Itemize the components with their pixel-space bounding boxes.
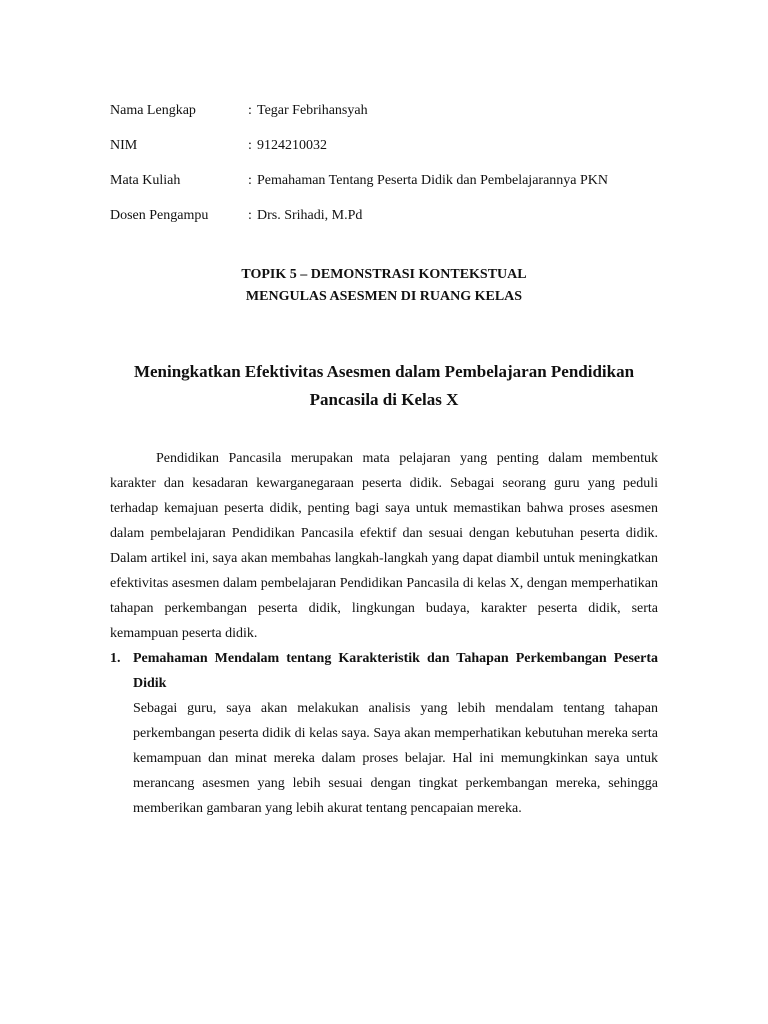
section-list	[110, 646, 658, 821]
topic-line-2: MENGULAS ASESMEN DI RUANG KELAS	[245, 289, 523, 304]
info-separator: :	[248, 138, 252, 153]
student-info	[110, 101, 670, 241]
topic-line-1: TOPIK 5 – DEMONSTRASI KONTEKSTUAL	[241, 267, 527, 282]
info-row-name	[110, 101, 670, 136]
section-text: Sebagai guru, saya akan melakukan analisis yang lebih mendalam tentang tahapan perkembangan peserta didik di kelas saya. Saya akan memperhatikan kebutuhan mereka serta kemampuan dan minat mereka dalam proses belajar. Hal ini memungkinkan saya untuk merancang asesmen yang lebih sesuai dengan tingkat perkembangan mereka, sehingga memberikan gambaran yang lebih akurat tentang pencapaian mereka.	[133, 701, 658, 816]
article-body	[110, 446, 658, 821]
info-separator: :	[248, 173, 252, 188]
info-row-course	[110, 171, 670, 206]
info-row-nim	[110, 136, 670, 171]
info-label: NIM	[110, 138, 138, 153]
intro-paragraph: Pendidikan Pancasila merupakan mata pelajaran yang penting dalam membentuk karakter dan kesadaran kewarganegaraan peserta didik. Sebagai seorang guru yang peduli terhadap kemajuan peserta didik, penting bagi saya untuk memastikan bahwa proses asesmen dalam pembelajaran Pendidikan Pancasila efektif dan sesuai dengan kebutuhan peserta didik. Dalam artikel ini, saya akan membahas langkah-langkah yang dapat diambil untuk meningkatkan efektivitas asesmen dalam pembelajaran Pendidikan Pancasila di kelas X, dengan memperhatikan tahapan perkembangan peserta didik, lingkungan budaya, karakter peserta didik, serta kemampuan peserta didik.	[110, 451, 658, 641]
info-row-lecturer	[110, 206, 670, 241]
info-value: 9124210032	[257, 138, 327, 153]
list-item-content	[133, 646, 658, 821]
list-item-number: 1.	[110, 651, 121, 666]
info-label: Nama Lengkap	[110, 103, 196, 118]
info-label: Mata Kuliah	[110, 173, 181, 188]
article-title: Meningkatkan Efektivitas Asesmen dalam Pembelajaran Pendidikan Pancasila di Kelas X	[133, 362, 635, 409]
info-separator: :	[248, 103, 252, 118]
info-value: Tegar Febrihansyah	[257, 103, 368, 118]
info-value: Drs. Srihadi, M.Pd	[257, 208, 363, 223]
info-value: Pemahaman Tentang Peserta Didik dan Pembelajarannya PKN	[257, 173, 608, 188]
section-heading: Pemahaman Mendalam tentang Karakteristik dan Tahapan Perkembangan Peserta Didik	[133, 651, 658, 691]
topic-heading	[110, 264, 658, 308]
info-separator: :	[248, 208, 252, 223]
info-label: Dosen Pengampu	[110, 208, 209, 223]
list-item	[110, 646, 658, 821]
